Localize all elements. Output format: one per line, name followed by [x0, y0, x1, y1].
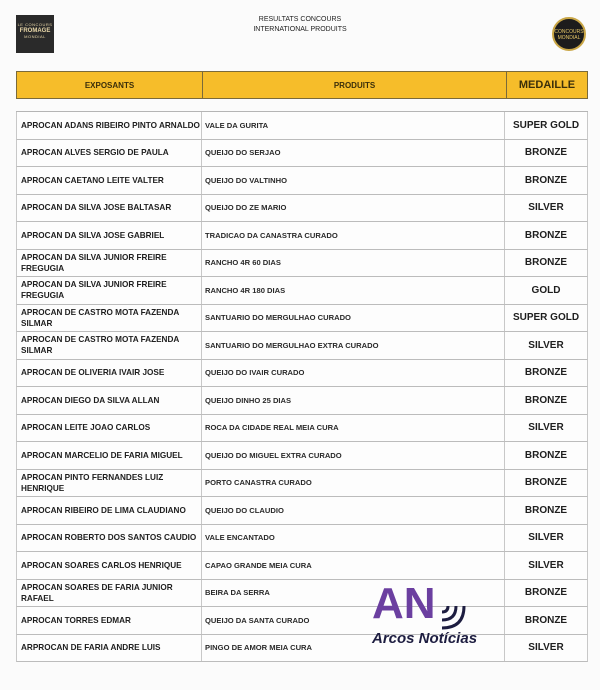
cell-produit: QUEIJO DO VALTINHO	[202, 167, 505, 194]
cell-exposant: APROCAN DIEGO DA SILVA ALLAN	[17, 387, 202, 414]
cell-exposant: APROCAN DE CASTRO MOTA FAZENDA SILMAR	[17, 332, 202, 359]
table-row	[16, 305, 588, 333]
fromage-logo	[16, 15, 54, 53]
table-row	[16, 112, 588, 140]
column-header-produits: PRODUITS	[203, 72, 507, 98]
cell-produit: QUEIJO DO IVAIR CURADO	[202, 360, 505, 387]
table-header	[16, 71, 588, 99]
table-row	[16, 497, 588, 525]
table-row	[16, 470, 588, 498]
table-row	[16, 277, 588, 305]
table-row	[16, 415, 588, 443]
table-row	[16, 525, 588, 553]
table-row	[16, 635, 588, 663]
table-row	[16, 607, 588, 635]
cell-exposant: APROCAN TORRES EDMAR	[17, 607, 202, 634]
cell-medaille: SUPER GOLD	[512, 119, 580, 131]
cell-medaille: BRONZE	[524, 367, 568, 379]
cell-exposant: APROCAN DA SILVA JUNIOR FREIRE FREGUGIA	[17, 277, 202, 304]
seal-line-1: CONCOURS	[554, 29, 584, 35]
cell-produit: BEIRA DA SERRA	[202, 580, 505, 607]
cell-exposant: APROCAN DA SILVA JOSE BALTASAR	[17, 195, 202, 222]
cell-medaille: BRONZE	[524, 477, 568, 489]
cell-produit: PINGO DE AMOR MEIA CURA	[202, 635, 505, 662]
cell-medaille: SILVER	[528, 422, 564, 434]
cell-exposant: APROCAN DE CASTRO MOTA FAZENDA SILMAR	[17, 305, 202, 332]
cell-produit: SANTUARIO DO MERGULHAO CURADO	[202, 305, 505, 332]
column-header-medaille: MEDAILLE	[518, 79, 576, 91]
cell-exposant: APROCAN CAETANO LEITE VALTER	[17, 167, 202, 194]
table-row	[16, 442, 588, 470]
cell-produit: VALE ENCANTADO	[202, 525, 505, 552]
cell-produit: RANCHO 4R 60 DIAS	[202, 250, 505, 277]
cell-medaille: SUPER GOLD	[512, 312, 580, 324]
column-header-exposants: EXPOSANTS	[17, 72, 203, 98]
cell-exposant: APROCAN LEITE JOAO CARLOS	[17, 415, 202, 442]
cell-produit: QUEIJO DO SERJAO	[202, 140, 505, 167]
cell-medaille: SILVER	[528, 559, 564, 571]
cell-medaille: SILVER	[528, 202, 564, 214]
title-line-2: INTERNATIONAL PRODUITS	[253, 26, 347, 33]
cell-medaille: BRONZE	[524, 257, 568, 269]
cell-exposant: APROCAN DA SILVA JOSE GABRIEL	[17, 222, 202, 249]
cell-exposant: APROCAN SOARES CARLOS HENRIQUE	[17, 552, 202, 579]
cell-medaille: SILVER	[528, 339, 564, 351]
cell-medaille: BRONZE	[524, 504, 568, 516]
cell-produit: QUEIJO DO CLAUDIO	[202, 497, 505, 524]
contest-seal	[552, 17, 586, 51]
document-title	[200, 15, 400, 35]
cell-medaille: GOLD	[531, 284, 561, 296]
cell-exposant: ARPROCAN DE FARIA ANDRE LUIS	[17, 635, 202, 662]
results-table	[16, 111, 588, 662]
logo-line-3: MONDIAL	[24, 34, 46, 39]
cell-produit: QUEIJO DA SANTA CURADO	[202, 607, 505, 634]
an-logo-letters: AN	[372, 579, 436, 628]
cell-produit: QUEIJO DO MIGUEL EXTRA CURADO	[202, 442, 505, 469]
cell-produit: CAPAO GRANDE MEIA CURA	[202, 552, 505, 579]
cell-produit: QUEIJO DO ZE MARIO	[202, 195, 505, 222]
cell-medaille: BRONZE	[524, 394, 568, 406]
cell-produit: RANCHO 4R 180 DIAS	[202, 277, 505, 304]
table-row	[16, 387, 588, 415]
title-line-1: RESULTATS CONCOURS	[258, 16, 342, 23]
cell-exposant: APROCAN MARCELIO DE FARIA MIGUEL	[17, 442, 202, 469]
an-logo-icon	[370, 572, 470, 632]
cell-produit: ROCA DA CIDADE REAL MEIA CURA	[202, 415, 505, 442]
table-row	[16, 552, 588, 580]
cell-exposant: APROCAN DE OLIVERIA IVAIR JOSE	[17, 360, 202, 387]
cell-exposant: APROCAN ROBERTO DOS SANTOS CAUDIO	[17, 525, 202, 552]
cell-produit: PORTO CANASTRA CURADO	[202, 470, 505, 497]
table-row	[16, 332, 588, 360]
cell-exposant: APROCAN SOARES DE FARIA JUNIOR RAFAEL	[17, 580, 202, 607]
logo-line-2: FROMAGE	[19, 28, 51, 34]
cell-produit: QUEIJO DINHO 25 DIAS	[202, 387, 505, 414]
logo-line-1: LE CONCOURS	[17, 22, 53, 27]
cell-produit: VALE DA GURITA	[202, 112, 505, 139]
table-row	[16, 222, 588, 250]
cell-medaille: SILVER	[528, 532, 564, 544]
table-row	[16, 195, 588, 223]
cell-medaille: BRONZE	[524, 614, 568, 626]
cell-exposant: APROCAN ADANS RIBEIRO PINTO ARNALDO	[17, 112, 202, 139]
cell-exposant: APROCAN ALVES SERGIO DE PAULA	[17, 140, 202, 167]
cell-medaille: BRONZE	[524, 174, 568, 186]
table-row	[16, 167, 588, 195]
table-row	[16, 360, 588, 388]
cell-produit: TRADICAO DA CANASTRA CURADO	[202, 222, 505, 249]
watermark-text: Arcos Notícias	[372, 630, 478, 647]
table-row	[16, 580, 588, 608]
cell-medaille: BRONZE	[524, 229, 568, 241]
table-row	[16, 140, 588, 168]
cell-exposant: APROCAN DA SILVA JUNIOR FREIRE FREGUGIA	[17, 250, 202, 277]
cell-produit: SANTUARIO DO MERGULHAO EXTRA CURADO	[202, 332, 505, 359]
cell-medaille: BRONZE	[524, 587, 568, 599]
table-row	[16, 250, 588, 278]
arcos-noticias-watermark	[370, 572, 478, 652]
cell-medaille: SILVER	[528, 642, 564, 654]
cell-exposant: APROCAN PINTO FERNANDES LUIZ HENRIQUE	[17, 470, 202, 497]
cell-medaille: BRONZE	[524, 449, 568, 461]
cell-exposant: APROCAN RIBEIRO DE LIMA CLAUDIANO	[17, 497, 202, 524]
seal-line-2: MONDIAL	[557, 35, 581, 41]
cell-medaille: BRONZE	[524, 147, 568, 159]
